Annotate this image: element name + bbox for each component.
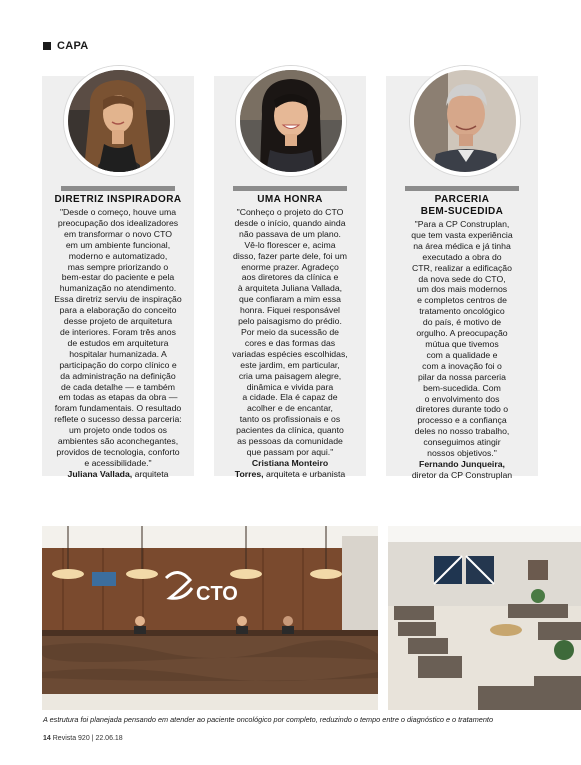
column-2-author: Cristiana Monteiro Torres, [234,457,329,479]
column-2-signature [216,458,364,480]
column-2-divider [233,186,347,191]
section-tag [43,40,89,52]
column-1-divider [61,186,175,191]
page-number: 14 [43,735,51,742]
waiting-room-photo [388,526,581,710]
footer-separator: | [91,735,94,742]
column-3-title: PARCERIA BEM-SUCEDIDA [420,194,504,217]
column-3-author: Fernando Junqueira, [419,458,505,469]
column-2-title: UMA HONRA [257,194,323,205]
section-square-icon [43,42,51,50]
photo-caption: A estrutura foi planejada pensando em atender ao paciente oncológico por completo, reduzindo o tempo entre o diagnóstico e o tratamento [43,715,493,724]
page-footer [43,735,123,742]
column-3-text [388,194,536,481]
column-3-signature [388,459,536,481]
issue-date: 22.06.18 [95,735,123,742]
column-3-role: diretor da CP Construplan [411,469,513,480]
portrait-cristiana-monteiro-torres [236,66,346,176]
column-3-divider [405,186,519,191]
column-2-role: arquiteta e urbanista [263,468,346,479]
column-2-quote: "Conheço o projeto do CTO desde o início, quando ainda não passava de um plano. Vê-lo florescer e, acima disso, fazer parte dele, foi um enorme prazer. Agradeço aos diretores da clínica e à arquiteta Juliana Vallada, que confiaram a mim essa honra. Fiquei responsável pelo paisagismo do prédio. Por meio da sucessão de cores e das formas das variadas espécies escolhidas, este jardim, em particular, cria uma paisagem alegre, dinâmica e vivida para a cidade. Ela é capaz de acolher e de encantar, tanto os profissionais e os pacientes da clínica, quanto as pessoas da comunidade que passam por aqui." [232,207,348,457]
column-1-author: Juliana Vallada, [67,468,133,479]
column-1-signature [44,469,192,480]
reception-logo-text: CTO [196,583,238,605]
section-label: CAPA [57,40,89,52]
reception-photo [42,526,378,710]
column-3-quote: "Para a CP Construplan, que tem vasta experiência na área médica e já tinha executado a obra do CTR, realizar a edificação da nova sede do CTO, um dos mais modernos e completos centros de tratamento oncológico do país, é motivo de orgulho. A preocupação mútua que tivemos com a qualidade e com a inovação foi o pilar da nossa parceria bem-sucedida. Com o envolvimento dos diretores durante todo o processo e a confiança deles no nosso trabalho, conseguimos atingir nossos objetivos." [411,219,513,459]
column-2-text [216,194,364,480]
column-1-role: arquiteta [132,468,169,479]
magazine-name: Revista 920 [52,735,90,742]
column-1-title: DIRETRIZ INSPIRADORA [54,194,182,205]
portrait-fernando-junqueira [410,66,520,176]
column-1-quote: "Desde o começo, houve uma preocupação dos idealizadores em transformar o novo CTO em um ambiente funcional, moderno e automatizado, mas sempre priorizando o bem-estar do paciente e pela humanização no atendimento. Essa diretriz serviu de inspiração para a elaboração do conceito desse projeto de arquitetura de interiores. Foram três anos de estudos em arquitetura hospitalar humanizada. A participação do corpo clínico e da administração na definição de cada detalhe — e também em todas as etapas da obra — foram fundamentais. O resultado reflete o sucesso dessa parceria: um projeto onde todos os ambientes são aconchegantes, providos de tecnologia, conforto e acessibilidade." [54,207,182,468]
portrait-juliana-vallada [64,66,174,176]
column-1-text [44,194,192,480]
